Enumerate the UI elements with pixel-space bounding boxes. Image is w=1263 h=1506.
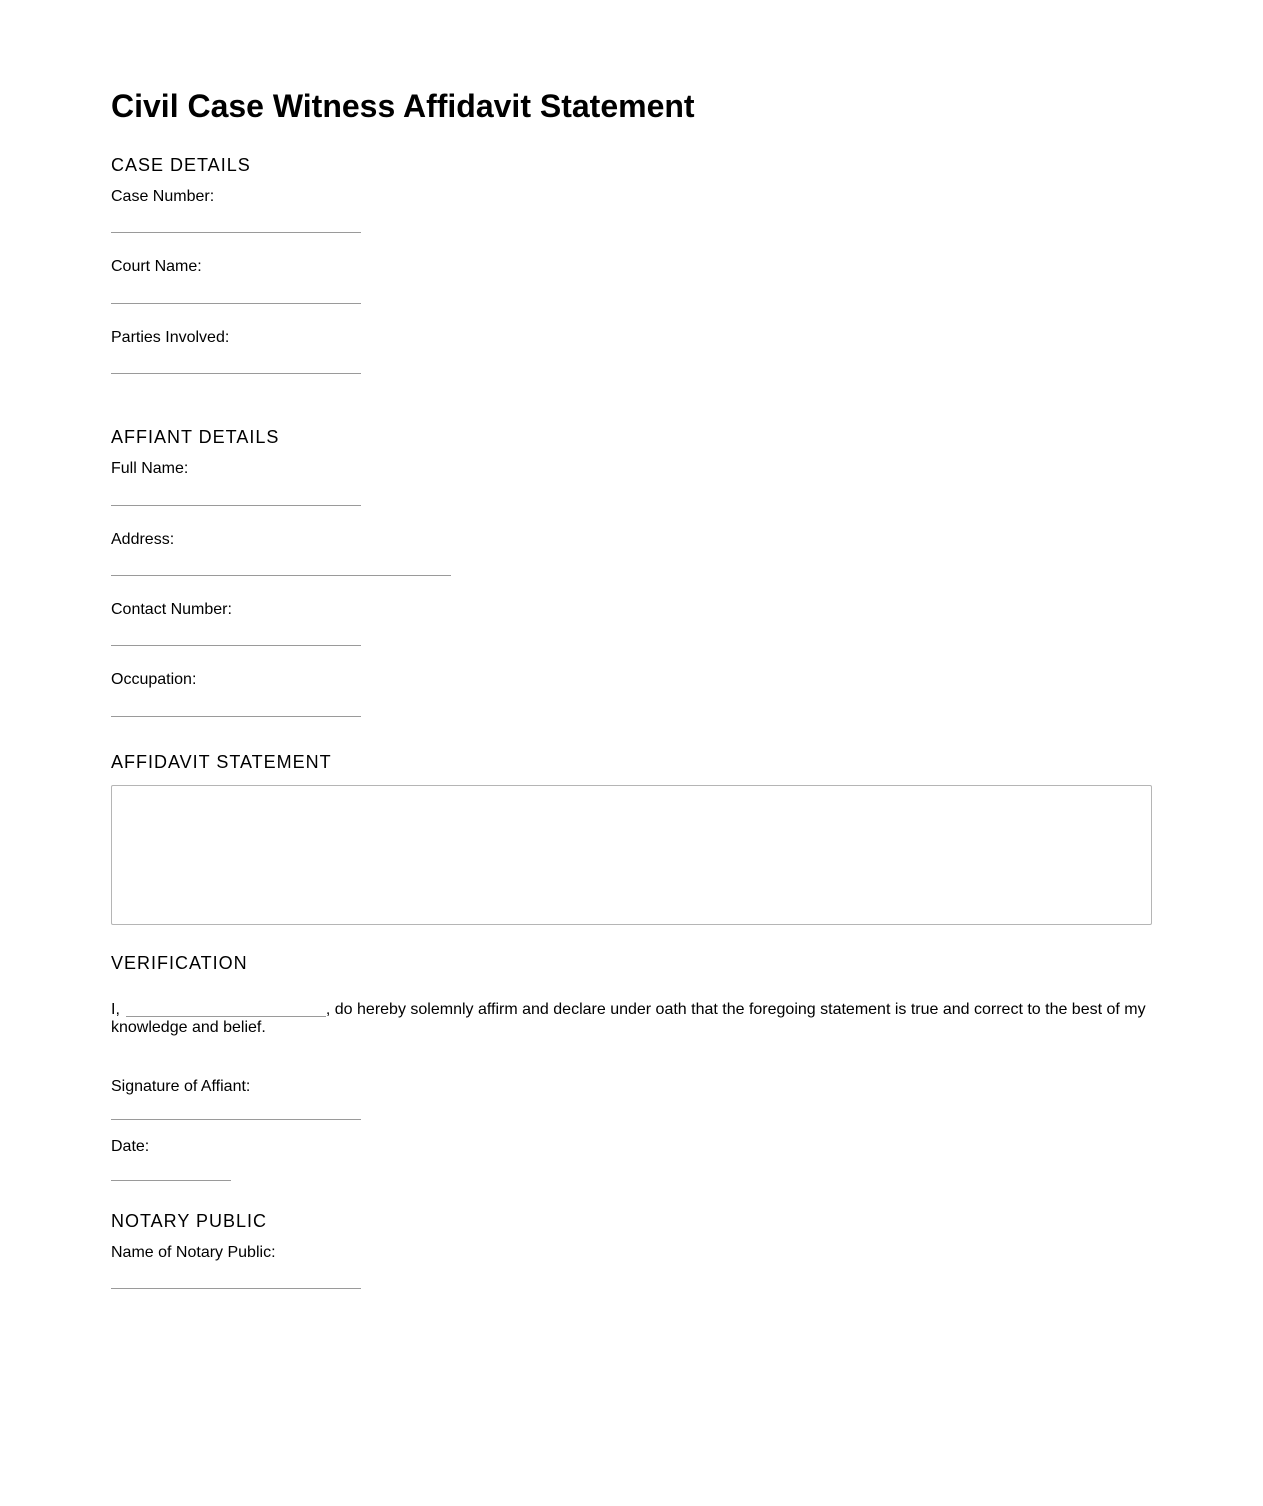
- affidavit-statement-textarea[interactable]: [111, 785, 1152, 925]
- occupation-field[interactable]: [111, 700, 361, 717]
- page-title: Civil Case Witness Affidavit Statement: [111, 88, 695, 124]
- affiant-details-heading: AFFIANT DETAILS: [111, 427, 280, 447]
- notary-public-heading: NOTARY PUBLIC: [111, 1211, 268, 1231]
- contact-number-label: Contact Number:: [111, 601, 232, 618]
- verification-statement: [111, 1001, 1152, 1037]
- court-name-label: Court Name:: [111, 258, 202, 275]
- court-name-field[interactable]: [111, 287, 361, 304]
- date-label: Date:: [111, 1138, 150, 1155]
- signature-field[interactable]: [111, 1103, 361, 1120]
- verification-suffix: , do hereby solemnly affirm and declare under oath that the foregoing statement is true and correct to the best of my knowledge and belief.: [111, 1001, 1146, 1036]
- case-number-field[interactable]: [111, 216, 361, 233]
- address-label: Address:: [111, 531, 175, 548]
- contact-number-field[interactable]: [111, 629, 361, 646]
- notary-name-label: Name of Notary Public:: [111, 1244, 276, 1261]
- full-name-field[interactable]: [111, 489, 361, 506]
- occupation-label: Occupation:: [111, 671, 197, 688]
- notary-name-field[interactable]: [111, 1272, 361, 1289]
- affiant-name-blank[interactable]: [126, 1004, 326, 1017]
- case-number-label: Case Number:: [111, 188, 215, 205]
- verification-prefix: I,: [111, 1001, 120, 1018]
- case-details-heading: CASE DETAILS: [111, 155, 251, 175]
- verification-heading: VERIFICATION: [111, 953, 248, 973]
- address-field[interactable]: [111, 559, 451, 576]
- parties-involved-label: Parties Involved:: [111, 329, 230, 346]
- signature-label: Signature of Affiant:: [111, 1078, 251, 1095]
- date-field[interactable]: [111, 1164, 231, 1181]
- affidavit-statement-heading: AFFIDAVIT STATEMENT: [111, 752, 332, 772]
- full-name-label: Full Name:: [111, 460, 189, 477]
- parties-involved-field[interactable]: [111, 357, 361, 374]
